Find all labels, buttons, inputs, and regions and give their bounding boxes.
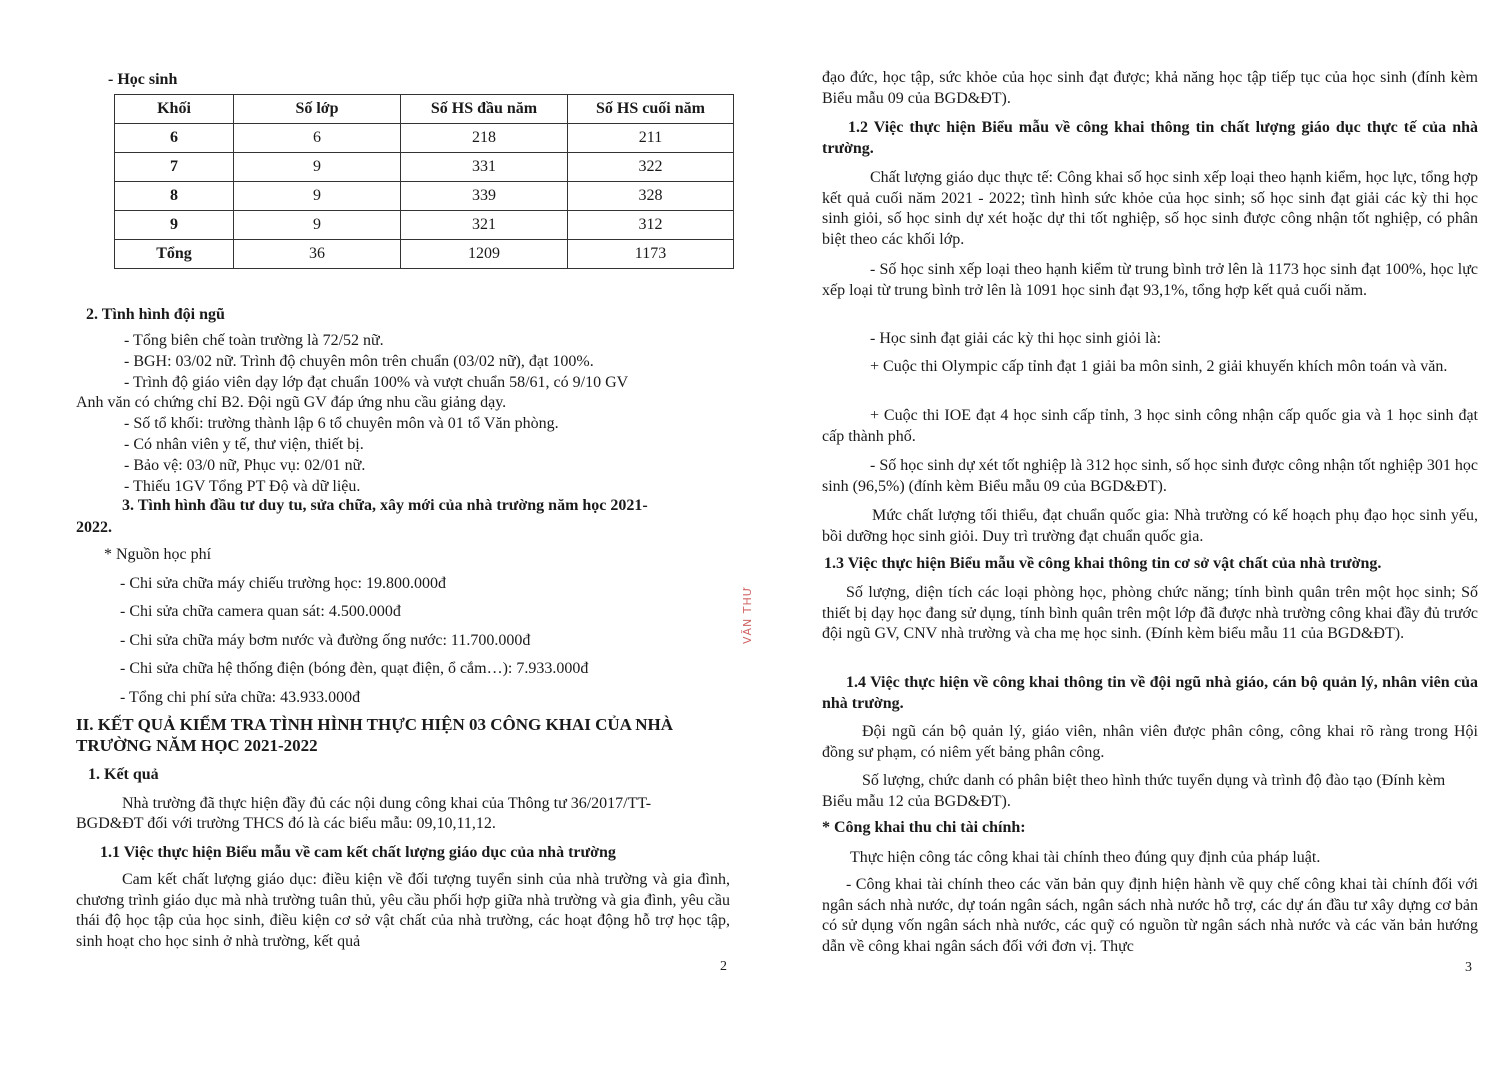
table-cell: 1209 (401, 240, 568, 269)
sub14-heading: 1.4 Việc thực hiện về công khai thông tin về đội ngũ nhà giáo, cán bộ quản lý, nhân viên của nhà trường. (822, 674, 1478, 712)
result-line-1: Nhà trường đã thực hiện đầy đủ các nội dung công khai của Thông tư 36/2017/TT- (122, 795, 652, 812)
staff-line: - Bảo vệ: 03/0 nữ, Phục vụ: 02/01 nữ. (124, 456, 366, 474)
table-cell: Tổng (115, 240, 234, 269)
students-heading: - Học sinh (108, 71, 178, 88)
staff-line: - Trình độ giáo viên dạy lớp đạt chuẩn 100% và vượt chuẩn 58/61, có 9/10 GV (124, 373, 629, 391)
expense-total: - Tổng chi phí sửa chữa: 43.933.000đ (120, 689, 361, 706)
staff-line: - Số tổ khối: trường thành lập 6 tổ chuyên môn và 01 tổ Văn phòng. (124, 415, 559, 433)
olympic-text: + Cuộc thi Olympic cấp tỉnh đạt 1 giải ba môn sinh, 2 giải khuyến khích môn toán và văn. (870, 358, 1448, 375)
staff-line: Anh văn có chứng chỉ B2. Đội ngũ GV đáp ứng nhu cầu giảng dạy. (76, 394, 507, 412)
table-cell: 218 (401, 124, 568, 153)
table-header-cell: Số HS cuối năm (568, 95, 734, 124)
table-header-row (115, 95, 734, 124)
expense-line: - Chi sửa chữa hệ thống điện (bóng đèn, quạt điện, ổ cắm…): 7.933.000đ (120, 660, 589, 677)
sub13-heading: 1.3 Việc thực hiện Biểu mẫu về công khai thông tin cơ sở vật chất của nhà trường. (824, 555, 1382, 572)
minimum-quality-text: Mức chất lượng tối thiểu, đạt chuẩn quốc gia: Nhà trường có kế hoạch phụ đạo học sinh yếu, bồi dưỡng học sinh giỏi. Duy trì trường đạt chuẩn quốc gia. (822, 507, 1478, 545)
table-row (115, 182, 734, 211)
page-number-right: 3 (1465, 960, 1472, 975)
table-cell: 211 (568, 124, 734, 153)
staff-heading: 2. Tình hình đội ngũ (86, 306, 225, 323)
table-cell: 36 (234, 240, 401, 269)
table-cell: 6 (115, 124, 234, 153)
conduct-text: - Số học sinh xếp loại theo hạnh kiểm từ trung bình trở lên là 1173 học sinh đạt 100%, học lực xếp loại từ trung bình trở lên là 1091 học sinh đạt 93,1%, tổng hợp kết quả cuối năm. (822, 261, 1478, 299)
staff-line: - Tổng biên chế toàn trường là 72/52 nữ. (124, 332, 384, 349)
table-cell: 328 (568, 182, 734, 211)
staff-publicity-text: Đội ngũ cán bộ quản lý, giáo viên, nhân viên được phân công, công khai rõ ràng trong Hội đồng sư phạm, có niêm yết bảng phân công. (822, 723, 1478, 761)
finance-intro: Thực hiện công tác công khai tài chính theo đúng quy định của pháp luật. (850, 849, 1321, 866)
sub12-heading: 1.2 Việc thực hiện Biểu mẫu về công khai thông tin chất lượng giáo dục thực tế của nhà trường. (822, 119, 1478, 157)
continued-text: đạo đức, học tập, sức khỏe của học sinh đạt được; khả năng học tập tiếp tục của học sinh (đính kèm Biểu mẫu 09 của BGD&ĐT). (822, 69, 1478, 107)
receipt-stamp: VĂN THƯ (741, 585, 754, 644)
result-line-2: BGD&ĐT đối với trường THCS đó là các biểu mẫu: 09,10,11,12. (76, 815, 496, 832)
students-table (114, 94, 734, 269)
sub11-heading: 1.1 Việc thực hiện Biểu mẫu về cam kết chất lượng giáo dục của nhà trường (100, 844, 616, 861)
staff-line: - BGH: 03/02 nữ. Trình độ chuyên môn trên chuẩn (03/02 nữ), đạt 100%. (124, 352, 594, 370)
table-header-cell: Số lớp (234, 95, 401, 124)
table-row (115, 124, 734, 153)
section2-title-line-2: TRƯỜNG NĂM HỌC 2021-2022 (76, 736, 318, 755)
table-cell: 1173 (568, 240, 734, 269)
table-cell: 331 (401, 153, 568, 182)
staff-line: - Thiếu 1GV Tổng PT Độ và dữ liệu. (124, 477, 361, 495)
finance-text: - Công khai tài chính theo các văn bản quy định hiện hành về quy chế công khai tài chính đối với ngân sách nhà nước, dự toán ngân sách, ngân sách nhà nước hỗ trợ, các dự án đầu tư xây dựng cơ bản có sử dụng vốn ngân sách nhà nước, các quỹ có nguồn từ ngân sách nhà nước và các văn bản hướng dẫn về công khai ngân sách đối với đơn vị. Thực (822, 876, 1478, 955)
table-cell: 322 (568, 153, 734, 182)
table-cell: 312 (568, 211, 734, 240)
graduation-text: - Số học sinh dự xét tốt nghiệp là 312 học sinh, số học sinh được công nhận tốt nghiệp 301 học sinh (96,5%) (đính kèm Biểu mẫu 09 của BGD&ĐT). (822, 457, 1478, 495)
result-heading: 1. Kết quả (88, 766, 159, 783)
table-cell: 7 (115, 153, 234, 182)
table-row (115, 211, 734, 240)
sub11-text: Cam kết chất lượng giáo dục: điều kiện về đối tượng tuyển sinh của nhà trường và gia đình, chương trình giáo dục mà nhà trường tuân thủ, yêu cầu phối hợp giữa nhà trường và gia đình, yêu cầu thái độ học tập của học sinh, điều kiện cơ sở vật chất của nhà trường, các hoạt động hỗ trợ học tập, sinh hoạt cho học sinh ở nhà trường, kết quả (76, 871, 730, 950)
table-cell: 339 (401, 182, 568, 211)
invest-heading-line-1: 3. Tình hình đầu tư duy tu, sửa chữa, xây mới của nhà trường năm học 2021- (122, 497, 648, 514)
expense-line: - Chi sửa chữa máy chiếu trường học: 19.800.000đ (120, 575, 446, 592)
facility-text: Số lượng, diện tích các loại phòng học, phòng chức năng; tính bình quân trên một học sinh; Số thiết bị dạy học đang sử dụng, tính bình quân trên một lớp đã được nhà trường công khai đầy đủ trước đội ngũ GV, CNV nhà trường và cha mẹ học sinh. (Đính kèm biểu mẫu 11 của BGD&ĐT). (822, 584, 1478, 643)
quality-text: Chất lượng giáo dục thực tế: Công khai số học sinh xếp loại theo hạnh kiểm, học lực, tổng hợp kết quả cuối năm 2021 - 2022; tình hình sức khỏe của học sinh; số học sinh đạt giải các kỳ thi học sinh giỏi, số học sinh dự xét hoặc dự thi tốt nghiệp, số học sinh được công nhận tốt nghiệp, có phân biệt theo các khối lớp. (822, 169, 1478, 248)
table-cell: 9 (234, 153, 401, 182)
page-number-left: 2 (720, 959, 727, 974)
section2-title-line-1: II. KẾT QUẢ KIỂM TRA TÌNH HÌNH THỰC HIỆN 03 CÔNG KHAI CỦA NHÀ (76, 715, 673, 734)
table-cell: 9 (115, 211, 234, 240)
staff-line: - Có nhân viên y tế, thư viện, thiết bị. (124, 435, 364, 453)
expense-line: - Chi sửa chữa máy bơm nước và đường ống nước: 11.700.000đ (120, 632, 531, 649)
table-row (115, 153, 734, 182)
fee-source: * Nguồn học phí (104, 546, 212, 563)
table-header-cell: Khối (115, 95, 234, 124)
invest-heading-line-2: 2022. (76, 519, 112, 536)
expense-line: - Chi sửa chữa camera quan sát: 4.500.000đ (120, 603, 401, 620)
table-cell: 9 (234, 211, 401, 240)
staff-count-text: Số lượng, chức danh có phân biệt theo hình thức tuyển dụng và trình độ đào tạo (Đính kèm Biểu mẫu 12 của BGD&ĐT). (822, 772, 1446, 810)
table-cell: 9 (234, 182, 401, 211)
table-cell: 6 (234, 124, 401, 153)
ioe-text: + Cuộc thi IOE đạt 4 học sinh cấp tỉnh, 3 học sinh công nhận cấp quốc gia và 1 học sinh đạt cấp thành phố. (822, 407, 1478, 445)
awards-intro: - Học sinh đạt giải các kỳ thi học sinh giỏi là: (870, 330, 1162, 347)
table-header-cell: Số HS đầu năm (401, 95, 568, 124)
table-row-total (115, 240, 734, 269)
table-cell: 321 (401, 211, 568, 240)
staff-list (76, 331, 730, 497)
finance-heading: * Công khai thu chi tài chính: (822, 819, 1026, 836)
table-cell: 8 (115, 182, 234, 211)
